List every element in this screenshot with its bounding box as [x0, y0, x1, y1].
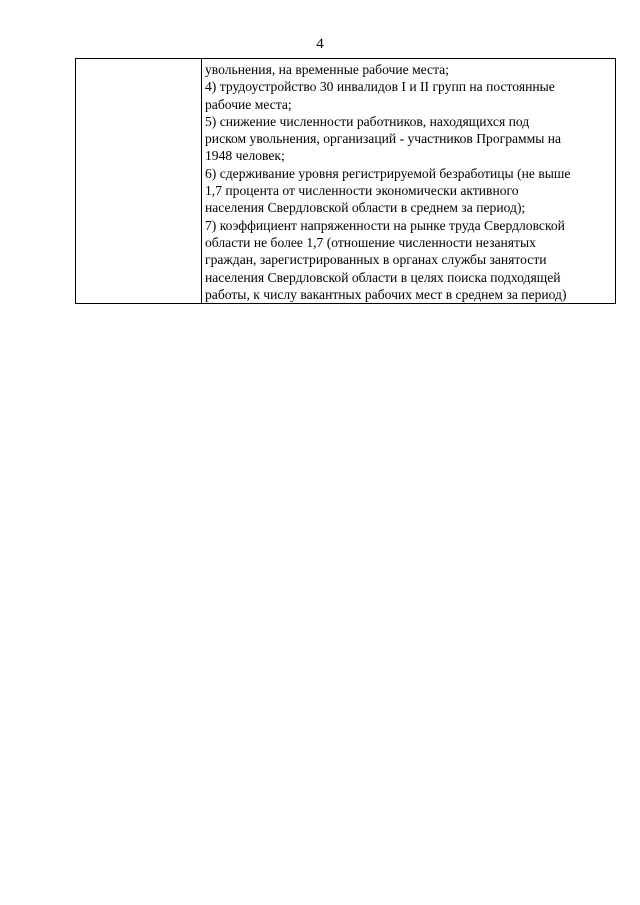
- text-line: граждан, зарегистрированных в органах службы занятости: [205, 252, 547, 268]
- table-row: [76, 59, 616, 304]
- text-line: области не более 1,7 (отношение численности незанятых: [205, 234, 536, 250]
- page-number: 4: [316, 36, 324, 52]
- table-cell-left: [76, 59, 202, 304]
- text-line: 6) сдерживание уровня регистрируемой безработицы (не выше: [205, 165, 571, 181]
- text-line: работы, к числу вакантных рабочих мест в среднем за период): [205, 286, 567, 302]
- text-line: 4) трудоустройство 30 инвалидов I и II групп на постоянные: [205, 79, 555, 95]
- text-line: увольнения, на временные рабочие места;: [205, 62, 449, 77]
- text-line: 7) коэффициент напряженности на рынке труда Свердловской: [205, 217, 565, 233]
- text-line: населения Свердловской области в целях поиска подходящей: [205, 269, 561, 285]
- table-cell-right: [202, 59, 616, 304]
- text-line: населения Свердловской области в среднем за период);: [205, 200, 526, 216]
- text-line: 1948 человек;: [205, 148, 285, 164]
- text-line: 5) снижение численности работников, находящихся под: [205, 113, 530, 129]
- text-line: риском увольнения, организаций - участников Программы на: [205, 131, 562, 147]
- indicators-table: [75, 58, 616, 304]
- text-line: рабочие места;: [205, 96, 292, 112]
- text-line: 1,7 процента от численности экономически активного: [205, 183, 519, 199]
